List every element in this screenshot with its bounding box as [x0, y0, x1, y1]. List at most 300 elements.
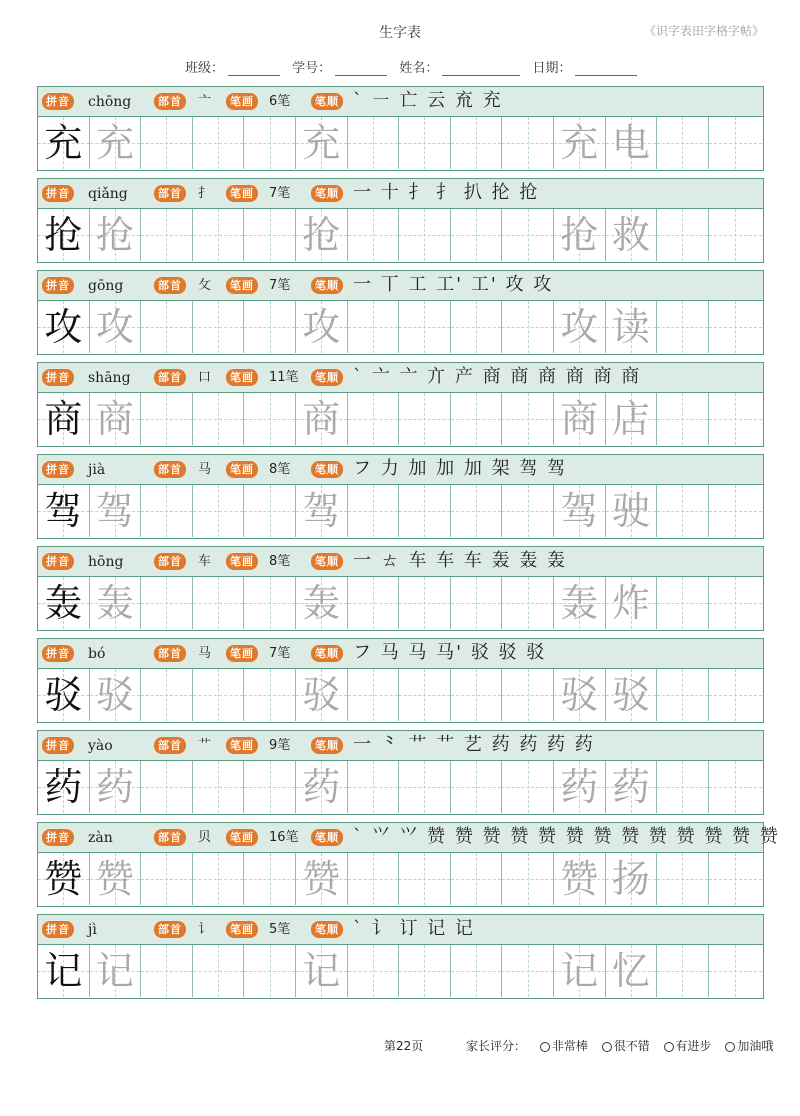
grid-cell[interactable]	[141, 945, 193, 997]
row-header	[38, 271, 763, 301]
stroke-count-text: 6笔	[269, 94, 291, 109]
grid-cell[interactable]	[244, 669, 296, 721]
tianzige-grid	[38, 945, 763, 998]
stroke-order-badge: 笔顺	[311, 93, 343, 110]
grid-cell[interactable]	[348, 761, 400, 813]
grid-cell[interactable]	[709, 485, 762, 537]
grid-cell[interactable]	[244, 209, 296, 261]
trace-character: 抢	[95, 213, 134, 257]
grid-cell[interactable]	[296, 485, 348, 537]
model-character: 充	[44, 121, 83, 165]
stroke-count-text: 5笔	[269, 922, 291, 937]
stroke-count-text: 7笔	[269, 646, 291, 661]
tianzige-grid	[38, 761, 763, 814]
grid-cell[interactable]	[657, 393, 709, 445]
row-header	[38, 87, 763, 117]
stroke-order-badge: 笔顺	[311, 461, 343, 478]
grid-cell[interactable]	[296, 209, 348, 261]
grid-cell[interactable]	[90, 301, 142, 353]
student-number-label: 学号：	[292, 61, 332, 76]
grid-cell[interactable]	[554, 577, 606, 629]
grid-cell[interactable]	[657, 577, 709, 629]
grid-cell[interactable]	[606, 393, 658, 445]
pinyin-text: jì	[88, 922, 97, 938]
radical-badge: 部首	[154, 185, 186, 202]
pinyin-badge: 拼音	[42, 921, 74, 938]
model-character: 攻	[44, 305, 83, 349]
tianzige-grid	[38, 301, 763, 354]
model-character: 驾	[44, 489, 83, 533]
grid-cell[interactable]	[709, 209, 762, 261]
info-fields	[185, 57, 645, 76]
grid-cell[interactable]	[296, 393, 348, 445]
trace-character: 赞	[560, 857, 599, 901]
grid-cell[interactable]	[38, 669, 90, 721]
grid-cell[interactable]	[502, 945, 554, 997]
grid-cell[interactable]	[348, 393, 400, 445]
grid-cell[interactable]	[502, 577, 554, 629]
grid-cell[interactable]	[657, 945, 709, 997]
grid-cell[interactable]	[451, 301, 503, 353]
stroke-order-badge: 笔顺	[311, 553, 343, 570]
name-field[interactable]	[399, 57, 520, 76]
grid-cell[interactable]	[502, 301, 554, 353]
tianzige-grid	[38, 209, 763, 262]
grid-cell[interactable]	[502, 117, 554, 169]
stroke-order-sequence: ` ㇐ 亡 云 㐬 充	[353, 90, 503, 111]
character-row	[37, 638, 764, 723]
grid-cell[interactable]	[296, 669, 348, 721]
trace-character: 驳	[302, 673, 341, 717]
radical-text: 贝	[198, 830, 212, 845]
pinyin-badge: 拼音	[42, 461, 74, 478]
grid-cell[interactable]	[296, 853, 348, 905]
radical-text: 艹	[198, 738, 212, 753]
grid-cell[interactable]	[554, 945, 606, 997]
trace-character: 攻	[302, 305, 341, 349]
grid-cell[interactable]	[90, 209, 142, 261]
grid-cell[interactable]	[193, 577, 245, 629]
grid-cell[interactable]	[244, 485, 296, 537]
character-row	[37, 178, 764, 263]
radical-text: 扌	[198, 186, 212, 201]
stroke-order-badge: 笔顺	[311, 921, 343, 938]
stroke-count-badge: 笔画	[226, 921, 258, 938]
grid-cell[interactable]	[244, 945, 296, 997]
trace-character: 药	[560, 765, 599, 809]
radical-text: 亠	[198, 94, 212, 109]
trace-character: 药	[302, 765, 341, 809]
radical-badge: 部首	[154, 93, 186, 110]
grid-cell[interactable]	[554, 485, 606, 537]
grid-cell[interactable]	[296, 945, 348, 997]
stroke-order-badge: 笔顺	[311, 369, 343, 386]
grid-cell[interactable]	[399, 117, 451, 169]
student-number-field[interactable]	[292, 57, 387, 76]
tianzige-grid	[38, 669, 763, 722]
grid-cell[interactable]	[141, 761, 193, 813]
grid-cell[interactable]	[554, 209, 606, 261]
trace-character: 攻	[560, 305, 599, 349]
grid-cell[interactable]	[348, 301, 400, 353]
word-second-character: 药	[611, 765, 650, 809]
grid-cell[interactable]	[399, 393, 451, 445]
stroke-count-text: 7笔	[269, 186, 291, 201]
pinyin-badge: 拼音	[42, 93, 74, 110]
radical-text: 口	[198, 370, 212, 385]
pinyin-badge: 拼音	[42, 645, 74, 662]
grid-cell[interactable]	[348, 945, 400, 997]
grid-cell[interactable]	[502, 485, 554, 537]
grid-cell[interactable]	[38, 853, 90, 905]
stroke-count-text: 11笔	[269, 370, 299, 385]
grid-cell[interactable]	[244, 117, 296, 169]
grid-cell[interactable]	[348, 209, 400, 261]
grid-cell[interactable]	[451, 117, 503, 169]
date-label: 日期：	[532, 61, 572, 76]
word-second-character: 读	[611, 305, 650, 349]
pinyin-text: gōng	[88, 278, 124, 294]
stroke-order-sequence: ` 讠 订 记 记	[353, 918, 475, 939]
rating-option-improving[interactable]: 有进步	[664, 1037, 712, 1054]
radical-badge: 部首	[154, 461, 186, 478]
grid-cell[interactable]	[606, 669, 658, 721]
word-second-character: 店	[611, 397, 650, 441]
grid-cell[interactable]	[709, 669, 762, 721]
stroke-count-text: 9笔	[269, 738, 291, 753]
grid-cell[interactable]	[657, 669, 709, 721]
character-row	[37, 822, 780, 907]
grid-cell[interactable]	[606, 485, 658, 537]
pinyin-text: yào	[88, 738, 113, 754]
trace-character: 充	[302, 121, 341, 165]
character-row	[37, 546, 764, 631]
grid-cell[interactable]	[296, 301, 348, 353]
grid-cell[interactable]	[141, 853, 193, 905]
grid-cell[interactable]	[709, 393, 762, 445]
rating-label: 家长评分：	[466, 1039, 527, 1053]
trace-character: 充	[560, 121, 599, 165]
grid-cell[interactable]	[709, 577, 762, 629]
character-row	[37, 270, 764, 355]
grid-cell[interactable]	[657, 761, 709, 813]
trace-character: 驳	[560, 673, 599, 717]
grid-cell[interactable]	[193, 117, 245, 169]
model-character: 抢	[44, 213, 83, 257]
stroke-count-badge: 笔画	[226, 185, 258, 202]
radical-text: 讠	[198, 922, 212, 937]
stroke-count-badge: 笔画	[226, 93, 258, 110]
row-header	[38, 639, 763, 669]
trace-character: 抢	[560, 213, 599, 257]
pinyin-badge: 拼音	[42, 185, 74, 202]
grid-cell[interactable]	[348, 853, 400, 905]
row-header	[38, 363, 763, 393]
stroke-order-sequence: ` ⺍ ⺍ 赞 赞 赞 赞 赞 赞 赞 赞 赞 赞 赞 赞 赞	[353, 826, 780, 847]
grid-cell[interactable]	[141, 117, 193, 169]
pinyin-text: hōng	[88, 554, 124, 570]
trace-character: 商	[302, 397, 341, 441]
date-field[interactable]	[532, 57, 637, 76]
name-label: 姓名：	[399, 61, 439, 76]
model-character: 记	[44, 949, 83, 993]
grid-cell[interactable]	[399, 485, 451, 537]
stroke-order-sequence: 一 ㄊ 车 车 车 轰 轰 轰	[353, 550, 568, 571]
rating-option-keep-going[interactable]: 加油哦	[725, 1037, 773, 1054]
pinyin-badge: 拼音	[42, 369, 74, 386]
pinyin-text: shāng	[88, 370, 131, 386]
trace-character: 攻	[95, 305, 134, 349]
grid-cell[interactable]	[606, 853, 658, 905]
stroke-count-badge: 笔画	[226, 461, 258, 478]
grid-cell[interactable]	[502, 209, 554, 261]
grid-cell[interactable]	[606, 117, 658, 169]
grid-cell[interactable]	[399, 577, 451, 629]
grid-cell[interactable]	[141, 393, 193, 445]
grid-cell[interactable]	[709, 117, 762, 169]
grid-cell[interactable]	[90, 117, 142, 169]
grid-cell[interactable]	[399, 669, 451, 721]
grid-cell[interactable]	[244, 853, 296, 905]
grid-cell[interactable]	[38, 485, 90, 537]
grid-cell[interactable]	[657, 853, 709, 905]
grid-cell[interactable]	[193, 301, 245, 353]
grid-cell[interactable]	[554, 117, 606, 169]
grid-cell[interactable]	[244, 393, 296, 445]
trace-character: 记	[95, 949, 134, 993]
grid-cell[interactable]	[38, 577, 90, 629]
tianzige-grid	[38, 117, 763, 170]
trace-character: 商	[95, 397, 134, 441]
grid-cell[interactable]	[296, 117, 348, 169]
stroke-order-badge: 笔顺	[311, 645, 343, 662]
grid-cell[interactable]	[502, 393, 554, 445]
grid-cell[interactable]	[502, 761, 554, 813]
grid-cell[interactable]	[90, 485, 142, 537]
pinyin-text: qiǎng	[88, 186, 128, 202]
grid-cell[interactable]	[399, 301, 451, 353]
grid-cell[interactable]	[399, 209, 451, 261]
grid-cell[interactable]	[38, 301, 90, 353]
model-character: 药	[44, 765, 83, 809]
pinyin-text: chōng	[88, 94, 132, 110]
tianzige-grid	[38, 393, 763, 446]
trace-character: 记	[302, 949, 341, 993]
grid-cell[interactable]	[502, 853, 554, 905]
row-header	[38, 823, 780, 853]
grid-cell[interactable]	[451, 853, 503, 905]
grid-cell[interactable]	[451, 577, 503, 629]
grid-cell[interactable]	[193, 945, 245, 997]
stroke-count-badge: 笔画	[226, 645, 258, 662]
radio-circle-icon	[602, 1042, 612, 1052]
grid-cell[interactable]	[554, 853, 606, 905]
radical-text: 攵	[198, 278, 212, 293]
grid-cell[interactable]	[90, 577, 142, 629]
grid-cell[interactable]	[451, 945, 503, 997]
stroke-order-sequence: 一 ⺀ 艹 艹 艺 药 药 药 药	[353, 734, 595, 755]
book-subtitle: 《识字表田字格字帖》	[643, 24, 764, 38]
radio-circle-icon	[540, 1042, 550, 1052]
grid-cell[interactable]	[399, 761, 451, 813]
grid-cell[interactable]	[451, 669, 503, 721]
word-second-character: 救	[611, 213, 650, 257]
row-header	[38, 915, 763, 945]
grid-cell[interactable]	[38, 393, 90, 445]
trace-character: 赞	[95, 857, 134, 901]
radical-badge: 部首	[154, 737, 186, 754]
radical-badge: 部首	[154, 921, 186, 938]
grid-cell[interactable]	[244, 301, 296, 353]
model-character: 赞	[44, 857, 83, 901]
radical-badge: 部首	[154, 277, 186, 294]
word-second-character: 驶	[611, 489, 650, 533]
grid-cell[interactable]	[606, 761, 658, 813]
rating-option-excellent[interactable]: 非常棒	[540, 1037, 588, 1054]
grid-cell[interactable]	[38, 945, 90, 997]
grid-cell[interactable]	[451, 393, 503, 445]
grid-cell[interactable]	[709, 945, 762, 997]
grid-cell[interactable]	[193, 209, 245, 261]
grid-cell[interactable]	[348, 669, 400, 721]
grid-cell[interactable]	[90, 945, 142, 997]
page-number: 第22页	[384, 1039, 424, 1053]
model-character: 驳	[44, 673, 83, 717]
word-second-character: 电	[611, 121, 650, 165]
pinyin-badge: 拼音	[42, 829, 74, 846]
character-row	[37, 730, 764, 815]
grid-cell[interactable]	[38, 209, 90, 261]
grid-cell[interactable]	[451, 761, 503, 813]
page-title: 生字表	[379, 25, 421, 41]
grid-cell[interactable]	[399, 853, 451, 905]
grid-cell[interactable]	[399, 945, 451, 997]
pinyin-badge: 拼音	[42, 277, 74, 294]
radio-circle-icon	[664, 1042, 674, 1052]
pinyin-badge: 拼音	[42, 553, 74, 570]
stroke-count-badge: 笔画	[226, 829, 258, 846]
grid-cell[interactable]	[141, 301, 193, 353]
tianzige-grid	[38, 485, 763, 538]
character-row	[37, 914, 764, 999]
trace-character: 轰	[560, 581, 599, 625]
grid-cell[interactable]	[451, 209, 503, 261]
stroke-order-sequence: ` 亠 亠 亣 产 商 商 商 商 商 商	[353, 366, 642, 387]
grid-cell[interactable]	[657, 209, 709, 261]
grid-cell[interactable]	[244, 761, 296, 813]
trace-character: 抢	[302, 213, 341, 257]
grid-cell[interactable]	[193, 485, 245, 537]
grid-cell[interactable]	[90, 761, 142, 813]
trace-character: 记	[560, 949, 599, 993]
pinyin-badge: 拼音	[42, 737, 74, 754]
radical-text: 车	[198, 554, 212, 569]
trace-character: 驾	[95, 489, 134, 533]
grid-cell[interactable]	[244, 577, 296, 629]
row-header	[38, 455, 763, 485]
tianzige-grid	[38, 577, 763, 630]
row-header	[38, 179, 763, 209]
grid-cell[interactable]	[90, 393, 142, 445]
parent-rating	[466, 1037, 773, 1054]
grid-cell[interactable]	[606, 945, 658, 997]
radical-text: 马	[198, 646, 212, 661]
grid-cell[interactable]	[709, 761, 762, 813]
trace-character: 轰	[302, 581, 341, 625]
grid-cell[interactable]	[141, 669, 193, 721]
stroke-count-text: 16笔	[269, 830, 299, 845]
trace-character: 驾	[560, 489, 599, 533]
grid-cell[interactable]	[348, 577, 400, 629]
stroke-count-badge: 笔画	[226, 737, 258, 754]
row-header	[38, 547, 763, 577]
trace-character: 商	[560, 397, 599, 441]
grid-cell[interactable]	[554, 761, 606, 813]
grid-cell[interactable]	[193, 853, 245, 905]
grid-cell[interactable]	[141, 577, 193, 629]
grid-cell[interactable]	[38, 761, 90, 813]
grid-cell[interactable]	[193, 669, 245, 721]
radical-badge: 部首	[154, 829, 186, 846]
model-character: 商	[44, 397, 83, 441]
stroke-count-text: 8笔	[269, 554, 291, 569]
grid-cell[interactable]	[657, 301, 709, 353]
grid-cell[interactable]	[554, 393, 606, 445]
grid-cell[interactable]	[606, 577, 658, 629]
grid-cell[interactable]	[657, 485, 709, 537]
grid-cell[interactable]	[348, 485, 400, 537]
pinyin-text: jià	[88, 462, 106, 478]
word-second-character: 炸	[611, 581, 650, 625]
grid-cell[interactable]	[193, 761, 245, 813]
class-field[interactable]	[185, 57, 280, 76]
grid-cell[interactable]	[38, 117, 90, 169]
character-row	[37, 362, 764, 447]
grid-cell[interactable]	[193, 393, 245, 445]
grid-cell[interactable]	[657, 117, 709, 169]
character-row	[37, 454, 764, 539]
stroke-order-badge: 笔顺	[311, 185, 343, 202]
trace-character: 药	[95, 765, 134, 809]
model-character: 轰	[44, 581, 83, 625]
grid-cell[interactable]	[90, 669, 142, 721]
radio-circle-icon	[725, 1042, 735, 1052]
word-second-character: 忆	[611, 949, 650, 993]
word-second-character: 扬	[611, 857, 650, 901]
stroke-order-badge: 笔顺	[311, 829, 343, 846]
grid-cell[interactable]	[296, 577, 348, 629]
stroke-count-badge: 笔画	[226, 553, 258, 570]
grid-cell[interactable]	[90, 853, 142, 905]
grid-cell[interactable]	[451, 485, 503, 537]
class-label: 班级：	[185, 61, 225, 76]
grid-cell[interactable]	[348, 117, 400, 169]
grid-cell[interactable]	[554, 301, 606, 353]
grid-cell[interactable]	[606, 209, 658, 261]
rating-option-very-good[interactable]: 很不错	[602, 1037, 650, 1054]
grid-cell[interactable]	[141, 209, 193, 261]
radical-badge: 部首	[154, 553, 186, 570]
grid-cell[interactable]	[296, 761, 348, 813]
stroke-order-badge: 笔顺	[311, 737, 343, 754]
grid-cell[interactable]	[554, 669, 606, 721]
grid-cell[interactable]	[606, 301, 658, 353]
grid-cell[interactable]	[502, 669, 554, 721]
stroke-order-sequence: フ 力 加 加 加 架 驾 驾	[353, 458, 568, 479]
grid-cell[interactable]	[141, 485, 193, 537]
grid-cell[interactable]	[709, 853, 762, 905]
grid-cell[interactable]	[709, 301, 762, 353]
